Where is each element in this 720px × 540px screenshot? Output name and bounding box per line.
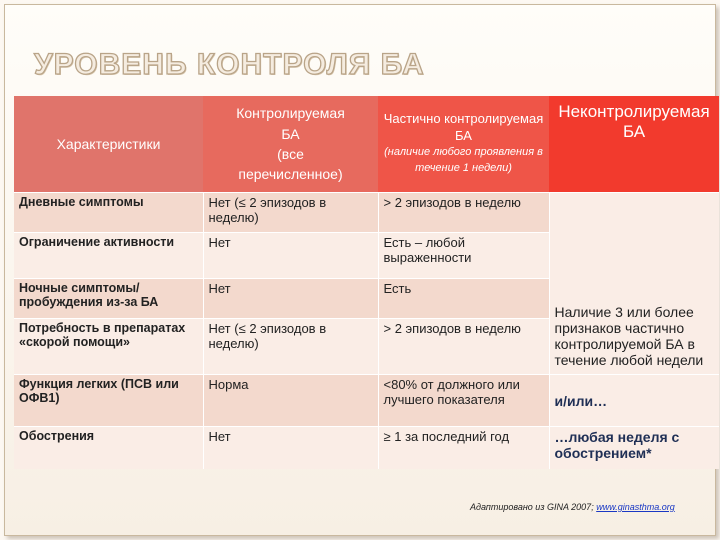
table-row <box>14 193 719 233</box>
asthma-control-table <box>14 96 719 469</box>
row-controlled: Нет (≤ 2 эпизодов в неделю) <box>203 319 378 375</box>
row-controlled: Нет <box>203 233 378 279</box>
header-controlled-line1: Контролируемая <box>236 105 345 122</box>
uncontrolled-exacerbation: …любая неделя с обострением* <box>549 427 719 469</box>
header-partial <box>378 96 549 193</box>
header-characteristics: Характеристики <box>14 96 203 193</box>
footnote-link[interactable]: www.ginasthma.org <box>596 502 675 512</box>
uncontrolled-criteria: Наличие 3 или более признаков частично контролируемой БА в течение любой недели <box>549 193 719 375</box>
header-controlled-line4: перечисленное) <box>238 166 343 183</box>
header-controlled <box>203 96 378 193</box>
row-characteristic: Ночные симптомы/ пробуждения из-за БА <box>14 279 203 319</box>
row-partial: Есть – любой выраженности <box>378 233 549 279</box>
row-controlled: Норма <box>203 375 378 427</box>
row-partial: Есть <box>378 279 549 319</box>
row-characteristic: Потребность в препаратах «скорой помощи» <box>14 319 203 375</box>
row-controlled: Нет (≤ 2 эпизодов в неделю) <box>203 193 378 233</box>
header-controlled-line3: (все <box>277 146 304 162</box>
row-characteristic: Дневные симптомы <box>14 193 203 233</box>
table-row <box>14 375 719 427</box>
table-row <box>14 427 719 469</box>
row-partial: > 2 эпизодов в неделю <box>378 319 549 375</box>
row-partial: <80% от должного или лучшего показателя <box>378 375 549 427</box>
row-controlled: Нет <box>203 279 378 319</box>
row-characteristic: Ограничение активности <box>14 233 203 279</box>
header-partial-sub: (наличие любого проявления в течение 1 недели) <box>384 145 543 174</box>
header-partial-main: Частично контролируемая БА <box>383 111 544 144</box>
row-characteristic: Обострения <box>14 427 203 469</box>
header-row <box>14 96 719 193</box>
footnote-text: Адаптировано из GINA 2007; <box>470 502 597 512</box>
row-controlled: Нет <box>203 427 378 469</box>
header-uncontrolled: Неконтролируемая БА <box>549 96 719 193</box>
header-controlled-line2: БА <box>281 125 300 142</box>
row-partial: ≥ 1 за последний год <box>378 427 549 469</box>
row-characteristic: Функция легких (ПСВ или ОФВ1) <box>14 375 203 427</box>
slide-title: УРОВЕНЬ КОНТРОЛЯ БА <box>34 48 425 81</box>
row-partial: > 2 эпизодов в неделю <box>378 193 549 233</box>
uncontrolled-and-or: и/или… <box>549 375 719 427</box>
source-footnote <box>470 502 675 512</box>
